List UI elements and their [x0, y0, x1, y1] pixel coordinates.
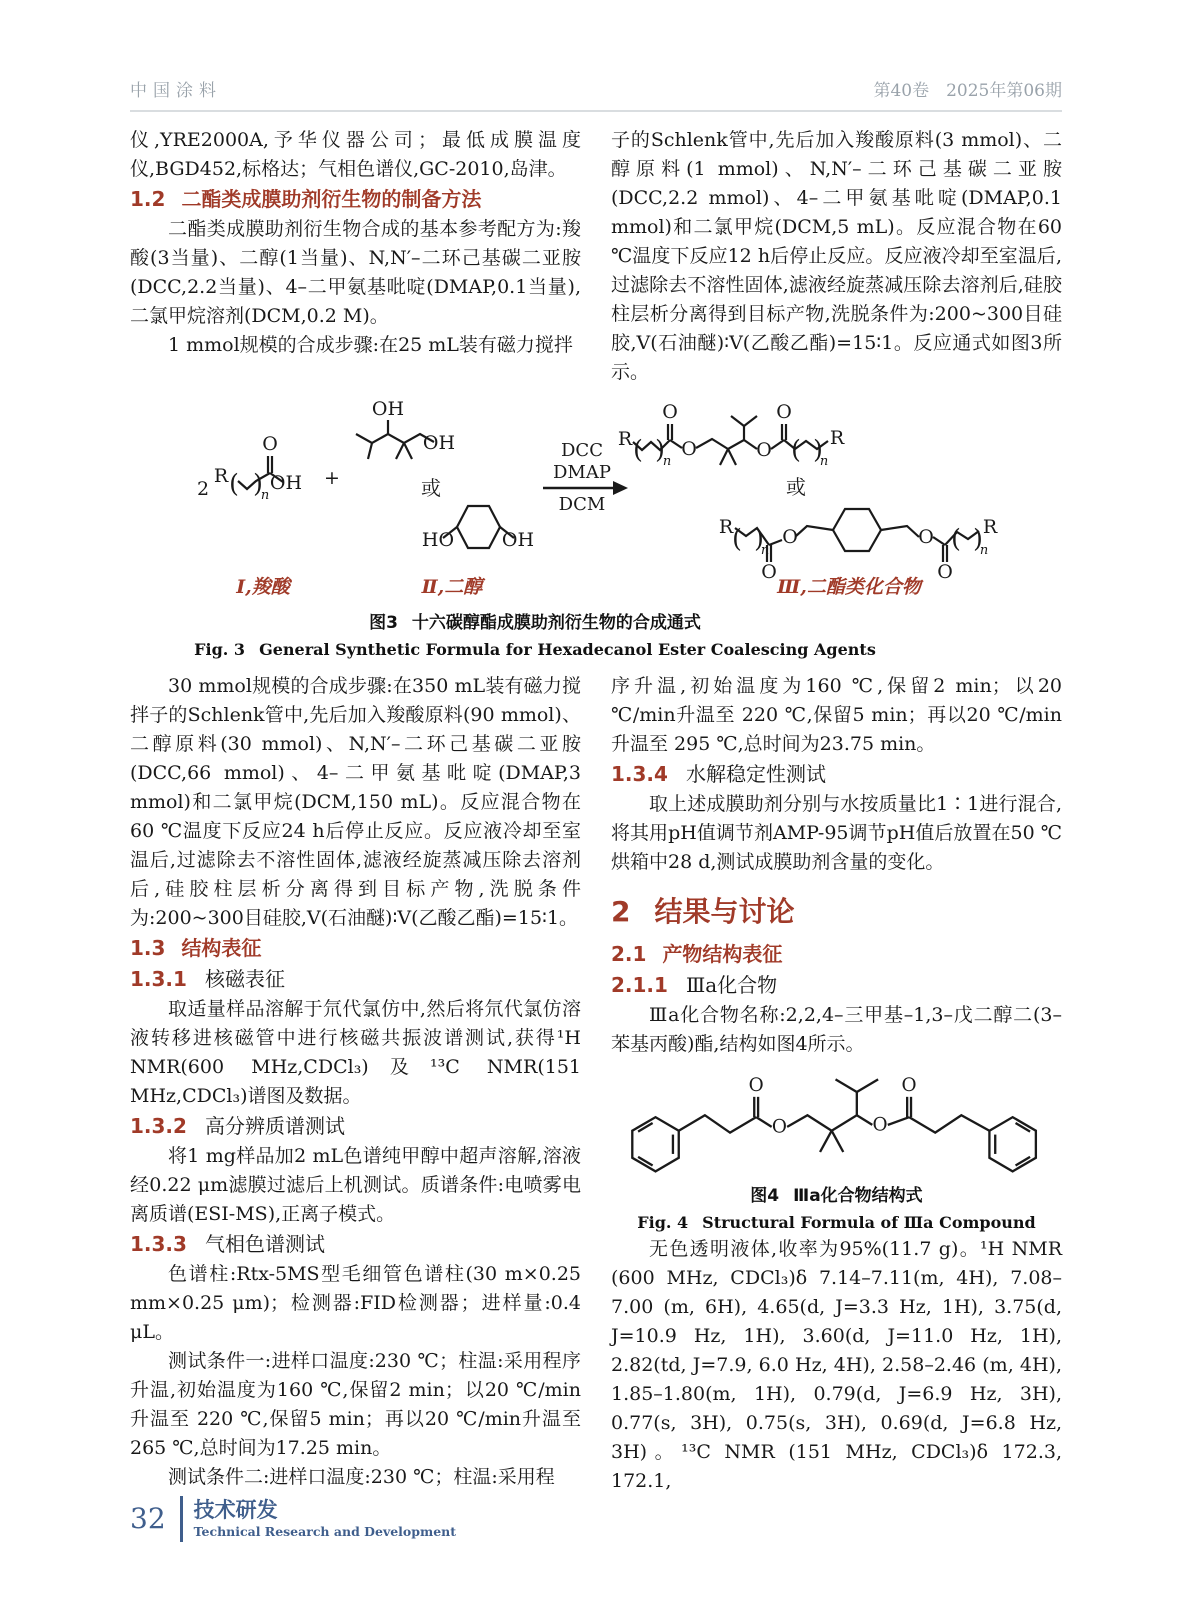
compound-label-diester: Ⅲ,二酯类化合物 [777, 576, 921, 598]
figure3-caption-en [130, 637, 940, 662]
oxygen-label: O [756, 439, 772, 461]
oxygen-label: O [761, 561, 777, 583]
right-column-bottom [611, 672, 1062, 1496]
heading-1-3-2 [130, 1111, 581, 1142]
paren: ) [253, 469, 263, 498]
heading-number: 1.3 [130, 936, 166, 960]
hydroxyl-label: OH [501, 529, 535, 551]
heading-2 [611, 891, 1062, 933]
r-group-label: R [617, 428, 633, 450]
bond-lines [238, 416, 979, 562]
heading-title: 水解稳定性测试 [685, 762, 826, 786]
oxygen-label: O [937, 561, 953, 583]
heading-title: 产物结构表征 [662, 942, 783, 966]
journal-name: 中国涂料 [130, 81, 222, 101]
paren: ( [951, 524, 961, 553]
heading-title: 二酯类成膜助剂衍生物的制备方法 [181, 187, 482, 211]
hydroxyl-label: OH [422, 432, 456, 454]
paren: ( [732, 524, 742, 553]
hydroxyl-label: OH [269, 472, 303, 494]
heading-2-1-1 [611, 970, 1062, 1001]
heading-number: 2.1.1 [611, 973, 668, 997]
heading-number: 1.3.3 [130, 1232, 187, 1256]
heading-number: 2.1 [611, 942, 647, 966]
paren: ) [813, 435, 823, 464]
n-subscript: n [819, 454, 829, 469]
solvent-dcm: DCM [558, 494, 606, 515]
heading-number: 1.3.1 [130, 967, 187, 991]
heading-number: 1.3.2 [130, 1114, 187, 1138]
footer-divider [180, 1496, 183, 1542]
heading-1-2 [130, 184, 581, 215]
n-subscript: n [662, 454, 672, 469]
page-header [130, 76, 1062, 112]
paragraph: 无色透明液体,收率为95%(11.7 g)。¹H NMR (600 MHz, CDCl₃)δ 7.14–7.11(m, 4H), 7.08–7.00 (m, 6H), 4.65(d, J=3.3 Hz, 1H), 3.75(d, J=10.9 Hz, 1H), 3.60(d, J=11.0 Hz, 1H), 2.82(td, J=7.9, 6.0 Hz, 4H), 2.58–2.46 (m, 4H), 1.85–1.80(m, 1H), 0.79(d, J=6.9 Hz, 3H), 0.77(s, 3H), 0.75(s, 3H), 0.69(d, J=6.8 Hz, 3H)。¹³C NMR (151 MHz, CDCl₃)δ 172.3, 172.1, [611, 1238, 1062, 1492]
footer-section [194, 1498, 456, 1541]
figure4-captions [611, 1183, 1062, 1235]
paragraph: 仪,YRE2000A,予华仪器公司；最低成膜温度仪,BGD452,标格达；气相色谱仪,GC-2010,岛津。 [130, 129, 581, 180]
n-subscript: n [260, 488, 270, 503]
heading-title: 高分辨质谱测试 [204, 1114, 345, 1138]
paragraph: 取适量样品溶解于氘代氯仿中,然后将氘代氯仿溶液转移进核磁管中进行核磁共振波谱测试,获得¹H NMR(600 MHz,CDCl₃)及¹³C NMR(151 MHz,CDCl₃)谱图及数据。 [130, 998, 581, 1107]
heading-title: 结构表征 [181, 936, 262, 960]
paragraph: Ⅲa化合物名称:2,2,4–三甲基–1,3–戊二醇二(3–苯基丙酸)酯,结构如图4所示。 [611, 1004, 1062, 1055]
paragraph: 取上述成膜助剂分别与水按质量比1∶1进行混合,将其用pH值调节剂AMP-95调节pH值后放置在50 ℃烘箱中28 d,测试成膜助剂含量的变化。 [611, 793, 1062, 873]
paren: ( [633, 435, 643, 464]
paren: ( [229, 469, 239, 498]
n-subscript: n [760, 543, 770, 558]
paren: ( [791, 435, 801, 464]
paragraph: 二酯类成膜助剂衍生物合成的基本参考配方为:羧酸(3当量)、二醇(1当量)、N,N′–二环己基碳二亚胺(DCC,2.2当量)、4–二甲氨基吡啶(DMAP,0.1当量),二氯甲烷溶剂(DCM,0.2 M)。 [130, 218, 581, 327]
heading-title: 结果与讨论 [654, 895, 795, 928]
plus-sign: + [324, 467, 340, 489]
r-group-label: R [718, 516, 734, 538]
heading-title: Ⅲa化合物 [685, 973, 778, 997]
page-number: 32 [130, 1502, 166, 1535]
page-footer [130, 1494, 456, 1544]
oxygen-label: O [782, 526, 798, 548]
figure-number-en: Fig. 3 [194, 640, 246, 659]
heading-1-3-4 [611, 759, 1062, 790]
n-subscript: n [979, 543, 989, 558]
body-block-top [130, 126, 1062, 387]
paragraph: 色谱柱:Rtx-5MS型毛细管色谱柱(30 m×0.25 mm×0.25 μm)；检测器:FID检测器；进样量:0.4 μL。 [130, 1263, 581, 1343]
paragraph: 测试条件二:进样口温度:230 ℃；柱温:采用程 [168, 1466, 555, 1488]
footer-section-en: Technical Research and Development [193, 1523, 457, 1539]
heading-number: 1.3.4 [611, 762, 668, 786]
heading-1-3 [130, 933, 581, 964]
or-character: 或 [421, 476, 441, 500]
left-column-top [130, 126, 581, 387]
compound-label-diol: Ⅱ,二醇 [421, 576, 483, 598]
figure4-structure-image [611, 1065, 1062, 1179]
paragraph: 子的Schlenk管中,先后加入羧酸原料(3 mmol)、二醇原料(1 mmol)、N,N′–二环己基碳二亚胺(DCC,2.2 mmol)、4–二甲氨基吡啶(DMAP,0.1 mmol)和二氯甲烷(DCM,5 mL)。反应混合物在60 ℃温度下反应12 h后停止反应。反应液冷却至室温后,过滤除去不溶性固体,滤液经旋蒸减压除去溶剂后,硅胶柱层析分离得到目标产物,洗脱条件为:200~300目硅胶,V(石油醚)∶V(乙酸乙酯)=15∶1。反应通式如图3所示。 [611, 129, 1062, 383]
or-character: 或 [786, 475, 806, 499]
figure-title: 十六碳醇酯成膜助剂衍生物的合成通式 [411, 613, 701, 633]
bond-lines [632, 1079, 1036, 1171]
hydroxyl-label: HO [421, 529, 455, 551]
heading-1-3-1 [130, 964, 581, 995]
right-column-top [611, 126, 1062, 387]
figure-number: 图4 [750, 1186, 780, 1206]
paragraph: 将1 mg样品加2 mL色谱纯甲醇中超声溶解,溶液经0.22 μm滤膜过滤后上机测试。质谱条件:电喷雾电离质谱(ESI-MS),正离子模式。 [130, 1145, 581, 1225]
oxygen-label: O [901, 1075, 917, 1097]
oxygen-label: O [872, 1114, 888, 1136]
figure-number-en: Fig. 4 [637, 1213, 689, 1232]
paren: ) [973, 524, 983, 553]
heading-title: 核磁表征 [204, 967, 285, 991]
arrow-head [613, 481, 628, 495]
r-group-label: R [213, 465, 229, 487]
figure-number: 图3 [369, 613, 398, 633]
figure3-block [130, 378, 1062, 662]
heading-title: 气相色谱测试 [204, 1232, 325, 1256]
paren: ) [655, 435, 665, 464]
paragraph: 1 mmol规模的合成步骤:在25 mL装有磁力搅拌 [168, 334, 573, 356]
oxygen-label: O [771, 1116, 787, 1138]
paragraph: 30 mmol规模的合成步骤:在350 mL装有磁力搅拌子的Schlenk管中,先后加入羧酸原料(90 mmol)、二醇原料(30 mmol)、N,N′–二环己基碳二亚胺(DCC,66 mmol)、4–二甲氨基吡啶(DMAP,3 mmol)和二氯甲烷(DCM,150 mL)。反应混合物在60 ℃温度下反应24 h后停止反应。反应液冷却至室温后,过滤除去不溶性固体,滤液经旋蒸减压除去溶剂后,硅胶柱层析分离得到目标产物,洗脱条件为:200~300目硅胶,V(石油醚)∶V(乙酸乙酯)=15∶1。 [130, 675, 581, 929]
figure-title: Ⅲa化合物结构式 [793, 1186, 923, 1206]
coefficient-2: 2 [196, 478, 210, 500]
heading-2-1 [611, 939, 1062, 970]
figure3-caption-zh [130, 610, 940, 637]
figure-title-en: Structural Formula of Ⅲa Compound [702, 1213, 1036, 1232]
figure4-block [611, 1065, 1062, 1235]
reagent-dmap: DMAP [553, 462, 611, 483]
oxygen-label: O [681, 438, 697, 460]
heading-1-3-3 [130, 1229, 581, 1260]
figure3-reaction-scheme-image [130, 378, 1062, 606]
issue-info: 第40卷 2025年第06期 [873, 81, 1062, 101]
hydroxyl-label: OH [371, 398, 405, 420]
reagent-dcc: DCC [561, 440, 603, 461]
oxygen-label: O [748, 1075, 764, 1097]
oxygen-label: O [262, 433, 278, 455]
oxygen-label: O [776, 401, 792, 423]
compound-label-acid: Ⅰ,羧酸 [236, 576, 290, 598]
paren: ) [754, 524, 764, 553]
left-column-bottom [130, 672, 581, 1496]
figure3-captions [130, 610, 940, 662]
figure4-caption-zh [611, 1183, 1062, 1210]
figure-title-en: General Synthetic Formula for Hexadecanol Ester Coalescing Agents [259, 640, 876, 659]
r-group-label: R [982, 516, 998, 538]
paragraph: 序升温,初始温度为160 ℃,保留2 min；以20 ℃/min升温至 220 ℃,保留5 min；再以20 ℃/min升温至 295 ℃,总时间为23.75 min。 [611, 675, 1062, 755]
body-block-bottom [130, 672, 1062, 1496]
footer-section-zh: 技术研发 [193, 1497, 278, 1522]
oxygen-label: O [662, 401, 678, 423]
paragraph: 测试条件一:进样口温度:230 ℃；柱温:采用程序升温,初始温度为160 ℃,保留2 min；以20 ℃/min升温至 220 ℃,保留5 min；再以20 ℃/min升温至 265 ℃,总时间为17.25 min。 [130, 1350, 581, 1459]
heading-number: 1.2 [130, 187, 166, 211]
oxygen-label: O [918, 526, 934, 548]
r-group-label: R [829, 427, 845, 449]
figure4-caption-en [611, 1210, 1062, 1235]
heading-number: 2 [611, 895, 631, 928]
